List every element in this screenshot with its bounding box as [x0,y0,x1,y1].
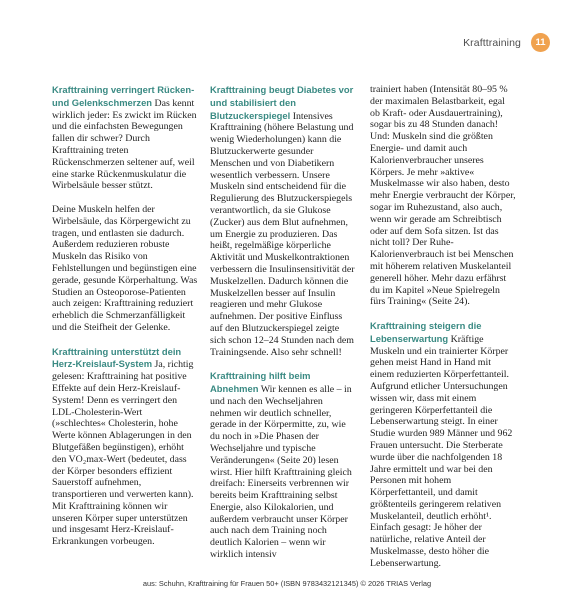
section-title: Krafttraining [463,36,521,49]
text-column-3 [370,84,516,581]
running-header [463,33,550,52]
paragraph-text: Ja, richtig gelesen: Krafttraining hat positive Effekte auf dein Herz-Kreislauf-System! Denn es verringert den LDL-Cholesterin-Wert (»schlechtes« Cholesterin, hohe Werte können Ablagerungen in den Blutgefäßen begünstigen), erhöht den VO₂max-Wert (bedeutet, dass der Körper besonders effizient Sauerstoff aufnehmen, transportieren und verwerten kann). Mit Krafttraining können wir unseren Körper super unterstützen und insgesamt Herz-Kreislauf-Erkrankungen vorbeugen. [52,359,194,548]
source-citation: aus: Schuhn, Krafttraining für Frauen 50+ (ISBN 9783432121345) © 2026 TRIAS Verlag [142,579,432,588]
paragraph-weight-loss [210,370,356,561]
paragraph-heading: Krafttraining hilft beim Abnehmen [210,370,311,394]
paragraph-calorie-burn [370,84,516,308]
paragraph-heart [52,346,198,549]
paragraph-text: Das kennt wirklich jeder: Es zwickt im Rücken und die einfachsten Bewegungen fallen dir schwer? Durch Krafttraining treten Rückenschmerzen seltener auf, weil eine starke Rückenmuskulatur die Wirbelsäule besser stützt. [52,97,197,192]
text-column-1 [52,84,198,560]
paragraph-diabetes [210,84,356,358]
paragraph-text: Wir kennen es alle – in und nach den Wechseljahren nehmen wir deutlich schneller, gerade in der Körpermitte, zu, wie du noch in »Die Phasen der Wechseljahre und typische Veränderungen« (Seite 20) lesen wirst. Hier hilft Krafttraining gleich dreifach: Einerseits verbrennen wir bereits beim Krafttraining selbst Energie, also Kilokalorien, und außerdem verbraucht unser Körper auch nach dem Training noch deutlich Kalorien – wenn wir wirklich intensiv [210,383,352,561]
paragraph-text: Deine Muskeln helfen der Wirbelsäule, das Körpergewicht zu tragen, und entlasten sie dadurch. Außerdem reduzieren robuste Muskeln das Risiko von Fehlstellungen und begünstigen eine gerade, gesunde Körperhaltung. Was Studien an Osteoporose-Patienten auch zeigen: Krafttraining reduziert erheblich die Schmerzanfälligkeit und die Steifheit der Gelenke. [52,203,198,333]
paragraph-life-expectancy [370,320,516,570]
paragraph-text: trainiert haben (Intensität 80–95 % der maximalen Belastbarkeit, egal ob Kraft- oder Ausdauertraining), sogar bis zu 48 Stunden danach! Und: Muskeln sind die größten Energie- und damit auch Kalorienverbraucher unseres Körpers. Je mehr »aktive« Muskelmasse wir also haben, desto mehr Energie verbraucht der Körper, sogar im Ruhezustand, also auch, wenn wir gerade am Schreibtisch oder auf dem Sofa sitzen. Ist das nicht toll? Der Ruhe-Kalorienverbrauch ist bei Menschen mit höherem relativen Muskelanteil generell höher. Mehr dazu erfährst du im Kapitel »Neue Spielregeln fürs Training« (Seite 24). [370,84,516,308]
paragraph-heading: Krafttraining verringert Rücken- und Gelenkschmerzen [52,84,195,108]
paragraph-back-pain [52,84,198,192]
paragraph-spine [52,204,198,334]
paragraph-text: Intensives Krafttraining (höhere Belastung und wenig Wiederholungen) kann die Blutzuckerwerte gesunder Menschen und von Diabetikern wesentlich verbessern. Unsere Muskeln sind entscheidend für die Regulierung des Blutzuckerspiegels verantwortlich, da sie Glukose (Zucker) aus dem Blut aufnehmen, um Energie zu produzieren. Das heißt, regelmäßige körperliche Aktivität und Muskelkontraktionen verbessern die Insulinsensitivität der Muskelzellen. Dadurch können die Muskelzellen besser auf Insulin reagieren und mehr Glukose aufnehmen. Der positive Einfluss auf den Blutzuckerspiegel zeigte sich schon 12–24 Stunden nach dem Trainingsende. Also sehr schnell! [210,110,355,358]
page-number-badge: 11 [531,33,550,52]
paragraph-heading: Krafttraining beugt Diabetes vor und stabilisiert den Blutzuckerspiegel [210,84,354,121]
text-column-2 [210,84,356,573]
paragraph-text: Kräftige Muskeln und ein trainierter Körper gehen meist Hand in Hand mit einem reduzierten Körperfettanteil. Aufgrund etlicher Untersuchungen wissen wir, dass mit einem geringeren Körperfettanteil die Lebenserwartung steigt. In einer Studie wurden 989 Männer und 962 Frauen untersucht. Die Sterberate wurde über die nachfolgenden 18 Jahre ermittelt und war bei den Personen mit hohem Körperfettanteil, und damit größtenteils geringerem relativen Muskelanteil, deutlich erhöht¹. Einfach gesagt: Je höher der natürliche, relative Anteil der Muskelmasse, desto höher die Lebenserwartung. [370,333,513,569]
paragraph-heading: Krafttraining unterstützt dein Herz-Kreislauf-System [52,345,182,370]
paragraph-heading: Krafttraining steigern die Lebenserwartung [370,319,482,344]
